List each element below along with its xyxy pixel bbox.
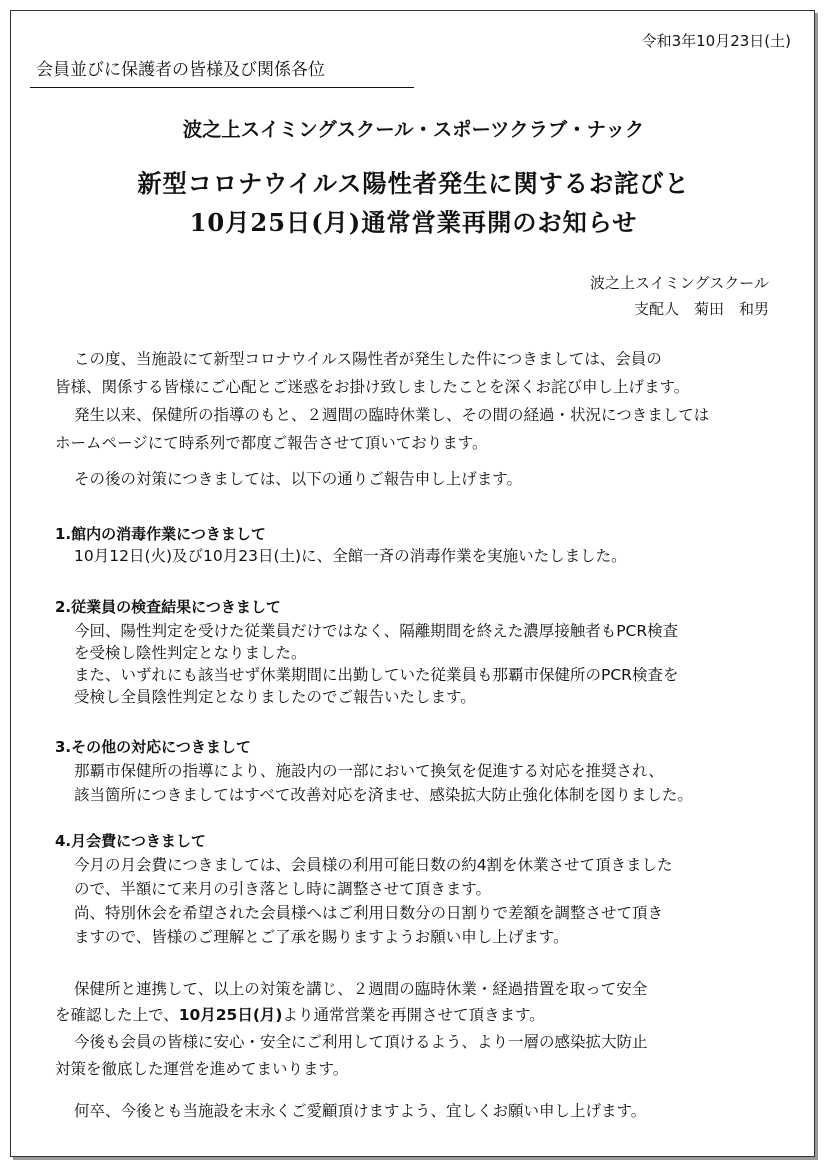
notice-title-line-1: 新型コロナウイルス陽性者発生に関するお詫びと [137,169,690,198]
signature-manager: 支配人 菊田 和男 [633,300,769,318]
section-4-line-2: ので、半額にて来月の引き落とし時に調整させて頂きます。 [74,880,491,898]
closing-line-2-start: を確認した上で、 [55,1006,179,1024]
intro-line-1: この度、当施設にて新型コロナウイルス陽性者が発生した件につきましては、会員の [74,350,662,368]
intro-line-3: 発生以来、保健所の指導のもと、２週間の臨時休業し、その間の経過・状況につきましては [74,406,710,424]
intro-line-4: ホームページにて時系列で都度ご報告させて頂いております。 [55,434,488,452]
closing-line-3: 今後も会員の皆様に安心・安全にご利用して頂けるよう、より一層の感染拡大防止 [74,1033,648,1051]
intro-line-2: 皆様、関係する皆様にご心配とご迷惑をお掛け致しましたことを深くお詫び申し上げます。 [55,378,690,396]
section-3-line-1: 那覇市保健所の指導により、施設内の一部において換気を促進する対応を推奨され、 [74,762,664,780]
closing-line-1: 保健所と連携して、以上の対策を講じ、２週間の臨時休業・経過措置を取って安全 [74,980,648,998]
section-4-line-3: 尚、特別休会を希望された会員様へはご利用日数分の日割りで差額を調整させて頂き [74,904,664,922]
section-2-line-1: 今回、陽性判定を受けた従業員だけではなく、隔離期間を終えた濃厚接触者もPCR検査 [74,622,679,640]
closing-line-5: 何卒、今後とも当施設を末永くご愛顧頂けますよう、宜しくお願い申し上げます。 [74,1102,647,1120]
section-2-line-3: また、いずれにも該当せず休業期間に出勤していた従業員も那覇市保健所のPCR検査を [74,666,679,684]
section-4-heading: 4.月会費につきまして [55,832,206,850]
section-2-line-4: 受検し全員陰性判定となりましたのでご報告いたします。 [74,688,476,706]
section-4-line-4: ますので、皆様のご理解とご了承を賜りますようお願い申し上げます。 [74,928,569,946]
section-3-line-2: 該当箇所につきましてはすべて改善対応を済ませ、感染拡大防止強化体制を図りました。 [74,786,693,804]
intro-line-5: その後の対策につきましては、以下の通りご報告申し上げます。 [74,470,522,488]
notice-title-line-2: 10月25日(月)通常営業再開のお知らせ [189,208,638,237]
closing-line-2-end: より通常営業を再開させて頂きます。 [282,1006,545,1024]
addressee-underline [30,87,414,88]
section-3-heading: 3.その他の対応につきまして [55,738,251,756]
signature-school: 波之上スイミングスクール [590,274,769,292]
closing-line-4: 対策を徹底した運営を進めてまいります。 [55,1060,349,1078]
closing-line-2 [55,1008,545,1024]
section-1-heading: 1.館内の消毒作業につきまして [55,525,266,543]
section-2-heading: 2.従業員の検査結果につきまして [55,598,281,616]
section-1-line-1: 10月12日(火)及び10月23日(土)に、全館一斉の消毒作業を実施いたしました。 [74,547,627,565]
addressee: 会員並びに保護者の皆様及び関係各位 [36,60,325,80]
reopen-date: 10月25日(月) [178,1006,283,1024]
section-4-line-1: 今月の月会費につきましては、会員様の利用可能日数の約4割を休業させて頂きました [74,856,673,874]
notice-date: 令和3年10月23日(土) [641,32,791,50]
section-2-line-2: を受検し陰性判定となりました。 [74,644,307,662]
organization-name: 波之上スイミングスクール・スポーツクラブ・ナック [182,118,645,141]
